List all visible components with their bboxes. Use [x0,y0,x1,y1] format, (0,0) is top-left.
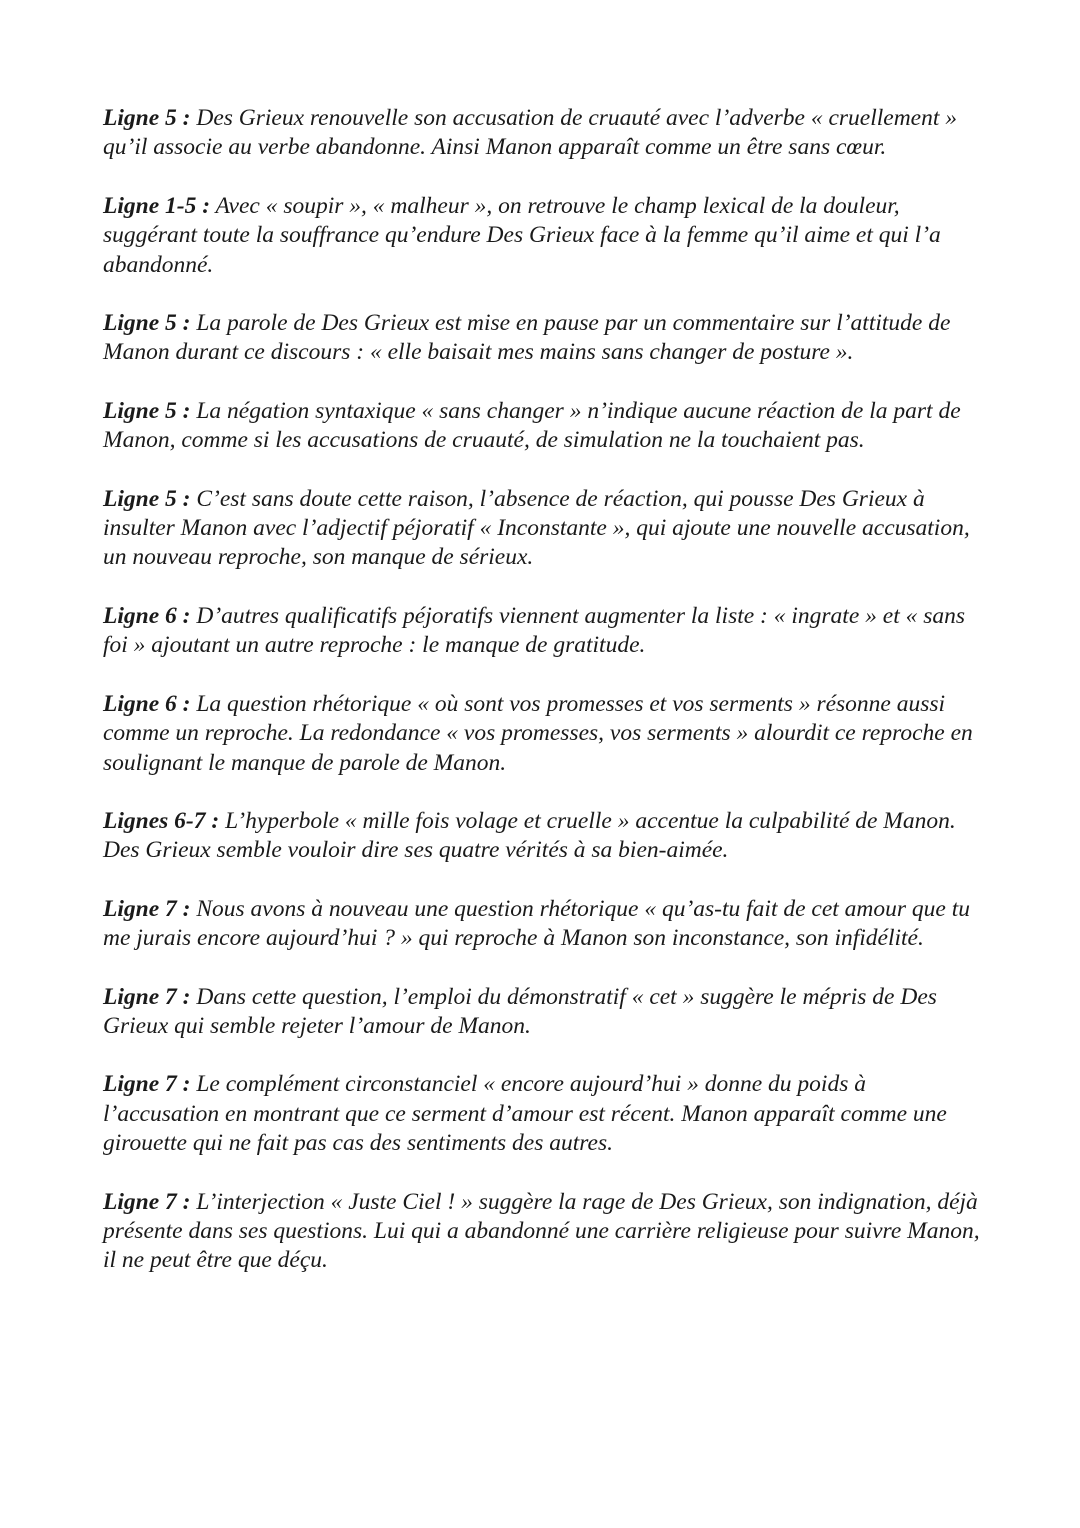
paragraph [103,602,983,661]
paragraph [103,690,983,778]
paragraph-text: L’hyperbole « mille fois volage et cruelle » accentue la culpabilité de Manon. Des Grieux semble vouloir dire ses quatre vérités à sa bien-aimée. [103,807,956,864]
line-reference: Ligne 6 : [103,690,191,717]
line-reference: Lignes 6-7 : [103,807,220,834]
paragraph-text: La parole de Des Grieux est mise en pause par un commentaire sur l’attitude de Manon durant ce discours : « elle baisait mes mains sans changer de posture ». [103,310,951,366]
paragraph [103,983,983,1042]
paragraph [103,807,983,866]
paragraph-text: Dans cette question, l’emploi du démonstratif « cet » suggère le mépris de Des Grieux qui semble rejeter l’amour de Manon. [103,983,937,1039]
line-reference: Ligne 5 : [103,310,191,337]
paragraph [103,309,983,368]
paragraph-text: Le complément circonstanciel « encore aujourd’hui » donne du poids à l’accusation en montrant que ce serment d’amour est récent. Manon apparaît comme une girouette qui ne fait pas cas des sentiments des autres. [103,1071,947,1157]
paragraph-text: D’autres qualificatifs péjoratifs viennent augmenter la liste : « ingrate » et « sans foi » ajoutant un autre reproche : le manque de gratitude. [103,602,966,659]
paragraph [103,1188,983,1276]
paragraph-text: C’est sans doute cette raison, l’absence de réaction, qui pousse Des Grieux à insulter Manon avec l’adjectif péjoratif « Inconstante », qui ajoute une nouvelle accusation, un nouveau reproche, son manque de sérieux. [103,485,970,571]
paragraph-text: Des Grieux renouvelle son accusation de cruauté avec l’adverbe « cruellement » qu’il associe au verbe abandonne. Ainsi Manon apparaît comme un être sans cœur. [103,105,958,161]
paragraph [103,192,983,280]
paragraph-text: Nous avons à nouveau une question rhétorique « qu’as-tu fait de cet amour que tu me jurais encore aujourd’hui ? » qui reproche à Manon son inconstance, son infidélité. [103,895,971,952]
paragraph-text: La question rhétorique « où sont vos promesses et vos serments » résonne aussi comme un reproche. La redondance « vos promesses, vos serments » alourdit ce reproche en soulignant le manque de parole de Manon. [103,690,973,776]
paragraph [103,397,983,456]
line-reference: Ligne 5 : [103,105,191,131]
paragraph [103,485,983,573]
line-reference: Ligne 7 : [103,1188,191,1215]
paragraph [103,1070,983,1158]
line-reference: Ligne 7 : [103,983,191,1010]
paragraph-text: L’interjection « Juste Ciel ! » suggère la rage de Des Grieux, son indignation, déjà présente dans ses questions. Lui qui a abandonné une carrière religieuse pour suivre Manon, il ne peut être que déçu. [103,1188,980,1274]
paragraph [103,104,983,163]
line-reference: Ligne 5 : [103,485,191,512]
line-reference: Ligne 7 : [103,1071,191,1098]
line-reference: Ligne 6 : [103,602,191,629]
paragraph-text: La négation syntaxique « sans changer » n’indique aucune réaction de la part de Manon, comme si les accusations de cruauté, de simulation ne la touchaient pas. [103,397,961,454]
line-reference: Ligne 7 : [103,895,191,922]
document-page [103,104,983,1305]
paragraph-text: Avec « soupir », « malheur », on retrouve le champ lexical de la douleur, suggérant toute la souffrance qu’endure Des Grieux face à la femme qu’il aime et qui l’a abandonné. [103,192,941,278]
line-reference: Ligne 5 : [103,397,191,424]
line-reference: Ligne 1-5 : [103,192,211,219]
paragraph [103,895,983,954]
